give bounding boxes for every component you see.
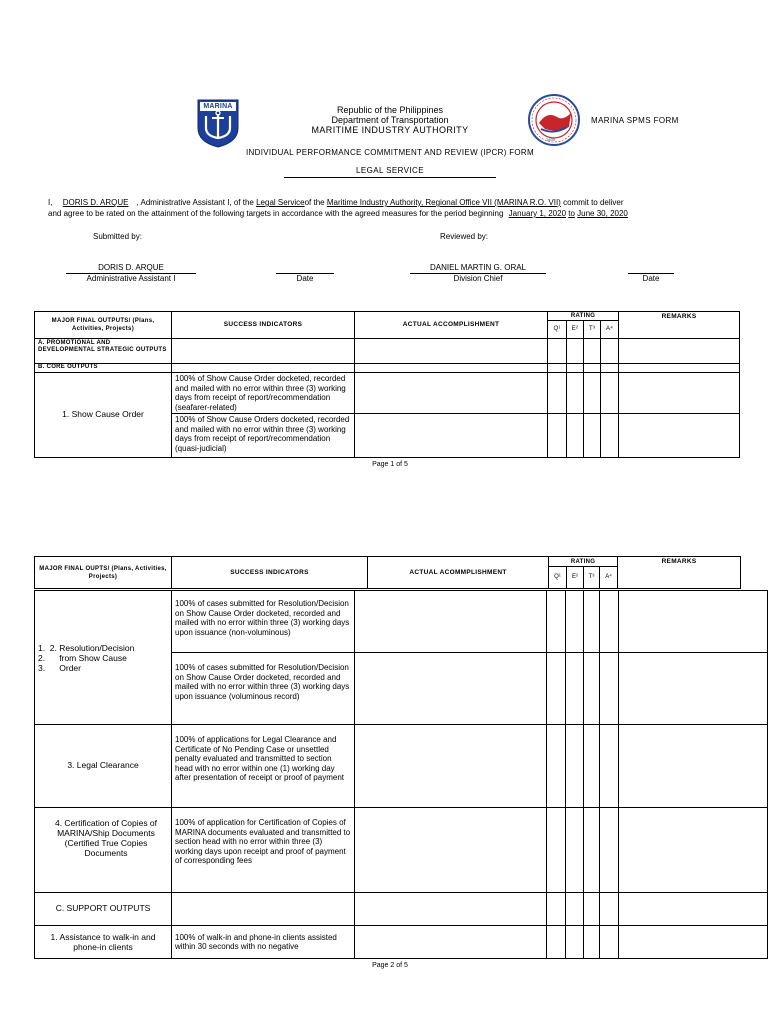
table-row: [35, 339, 740, 364]
submitter-name: DORIS D. ARQUE: [98, 263, 164, 272]
rating-q-header: Q¹: [548, 321, 567, 339]
rating-q-header: Q¹: [549, 567, 567, 589]
si-certification-copies: 100% of application for Certification of Copies of MARINA documents evaluated and transmitted to section head with no error within three (3) working days upon receipt and proof of payment of corresponding fees: [172, 808, 355, 893]
commitment-text-c: commit to deliver: [563, 198, 624, 207]
reviewed-by-label: Reviewed by:: [440, 232, 489, 241]
mfo-resolution-line2: 2. from Show Cause: [38, 652, 127, 663]
col-rating-header: RATING: [549, 557, 618, 567]
col-remarks-header: REMARKS: [619, 312, 740, 339]
col-remarks-header: REMARKS: [618, 557, 741, 589]
header-republic: Republic of the Philippines: [336, 105, 444, 115]
seal-year: 1899: [546, 137, 555, 142]
col-accomplishment-header: ACTUAL ACCOMPLISHMENT: [355, 312, 548, 339]
si-show-cause-quasi-judicial: 100% of Show Cause Orders docketed, recorded and mailed with no error within three (3) working days from receipt of report/recommendation (quasi-judicial): [172, 414, 355, 458]
mfo-legal-clearance: 3. Legal Clearance: [35, 725, 172, 808]
table-row: [35, 591, 768, 653]
mfo-certification-copies: 4. Certification of Copies of MARINA/Ship Documents (Certified True Copies Documents: [35, 808, 172, 893]
rating-e-header: E²: [567, 567, 584, 589]
commitment-line1: [48, 198, 748, 207]
rating-a-header: A⁴: [600, 567, 618, 589]
col-success-indicators-header: SUCCESS INDICATORS: [172, 557, 368, 589]
si-resolution-non-voluminous: 100% of cases submitted for Resolution/Decision on Show Cause Order docketed, recorded and mailed with no error within three (3) working days upon issuance (non-voluminous): [172, 591, 355, 653]
table-row: [35, 364, 740, 373]
ipcr-table-page2: [34, 556, 741, 589]
table-row: [35, 926, 768, 959]
commitment-text-b: of the: [304, 198, 325, 207]
mfo-resolution-line3: 3. Order: [38, 662, 81, 673]
col-mfo-header: MAJOR FINAL OUTPUTS/ (Plans, Activities, Projects): [35, 312, 172, 339]
rating-t-header: T³: [584, 567, 600, 589]
header-department: Department of Transportation: [331, 115, 449, 125]
rating-e-header: E²: [567, 321, 584, 339]
header-agency: MARITIME INDUSTRY AUTHORITY: [311, 125, 469, 135]
table-row: [35, 725, 768, 808]
period-start: January 1, 2020: [508, 209, 567, 218]
employee-name: DORIS D. ARQUE: [62, 198, 129, 207]
period-end: June 30, 2020: [577, 209, 628, 218]
spms-form-label: MARINA SPMS FORM: [591, 116, 679, 125]
marina-logo: [196, 98, 240, 148]
col-rating-header: RATING: [548, 312, 619, 321]
page-1-number: Page 1 of 5: [372, 461, 408, 468]
si-walk-in-assistance: 100% of walk-in and phone-in clients assisted within 30 seconds with no negative: [172, 926, 355, 959]
col-accomplishment-header: ACTUAL ACOMMPLISHMENT: [368, 557, 549, 589]
section-c-label: C. SUPPORT OUTPUTS: [35, 893, 172, 926]
commitment-text-a: , Administrative Assistant I, of the: [136, 198, 254, 207]
reviewer-date-label: Date: [642, 274, 660, 283]
ipcr-table-page2-body: [34, 590, 768, 959]
reviewer-title: Division Chief: [453, 274, 503, 283]
si-resolution-voluminous: 100% of cases submitted for Resolution/Decision on Show Cause Order docketed, recorded and mailed with no error within three (3) working days upon issuance (voluminous record): [172, 653, 355, 725]
rating-t-header: T³: [584, 321, 601, 339]
office-underline: [284, 177, 496, 178]
mfo-show-cause-order: 1. Show Cause Order: [35, 373, 172, 458]
submitter-title: Administrative Assistant I: [86, 274, 176, 283]
commitment-line2: [48, 209, 748, 218]
section-b-label: B. CORE OUTPUTS: [35, 364, 172, 373]
commitment-text-d: and agree to be rated on the attainment of the following targets in accordance with the agreed measures for the period beginning: [48, 209, 504, 218]
col-success-indicators-header: SUCCESS INDICATORS: [172, 312, 355, 339]
office-title: LEGAL SERVICE: [356, 166, 424, 175]
mfo-walk-in-assistance: 1. Assistance to walk-in and phone-in clients: [35, 926, 172, 959]
agency-header: [270, 105, 510, 135]
mfo-resolution-line1: 1. 2. Resolution/Decision: [38, 642, 135, 653]
table-row: [35, 893, 768, 926]
submitted-by-label: Submitted by:: [93, 232, 142, 241]
commitment-agency: Maritime Industry Authority, Regional Office VII (MARINA R.O. VII): [326, 198, 561, 207]
submitter-date-label: Date: [296, 274, 314, 283]
si-legal-clearance: 100% of applications for Legal Clearance and Certificate of No Pending Case or unsettled penalty evaluated and transmitted to section head with no error within one (1) working day after presentation of receipt or proof of payment: [172, 725, 355, 808]
commitment-office: Legal Service: [256, 198, 305, 207]
mfo-resolution-decision: [35, 591, 172, 725]
si-show-cause-seafarer: 100% of Show Cause Order docketed, recorded and mailed with no error within three (3) working days from receipt of report/recommendation (seafarer-related): [172, 373, 355, 414]
commitment-i: I,: [48, 198, 53, 207]
page-2-number: Page 2 of 5: [372, 962, 408, 969]
section-a-label: A. PROMOTIONAL AND DEVELOPMENTAL STRATEGIC OUTPUTS: [35, 339, 172, 364]
reviewer-name: DANIEL MARTIN G. ORAL: [429, 263, 527, 272]
period-to: to: [568, 209, 575, 218]
ipcr-table-page1: [34, 311, 740, 458]
table-row: [35, 373, 740, 414]
rating-a-header: A⁴: [601, 321, 619, 339]
col-mfo-header: MAJOR FINAL OUPTS/ (Plans, Activities, Projects): [35, 557, 172, 589]
dotr-seal: [527, 93, 581, 147]
marina-logo-text: MARINA: [203, 103, 233, 110]
table-row: [35, 808, 768, 893]
ipcr-form-title: INDIVIDUAL PERFORMANCE COMMITMENT AND REVIEW (IPCR) FORM: [246, 148, 534, 157]
